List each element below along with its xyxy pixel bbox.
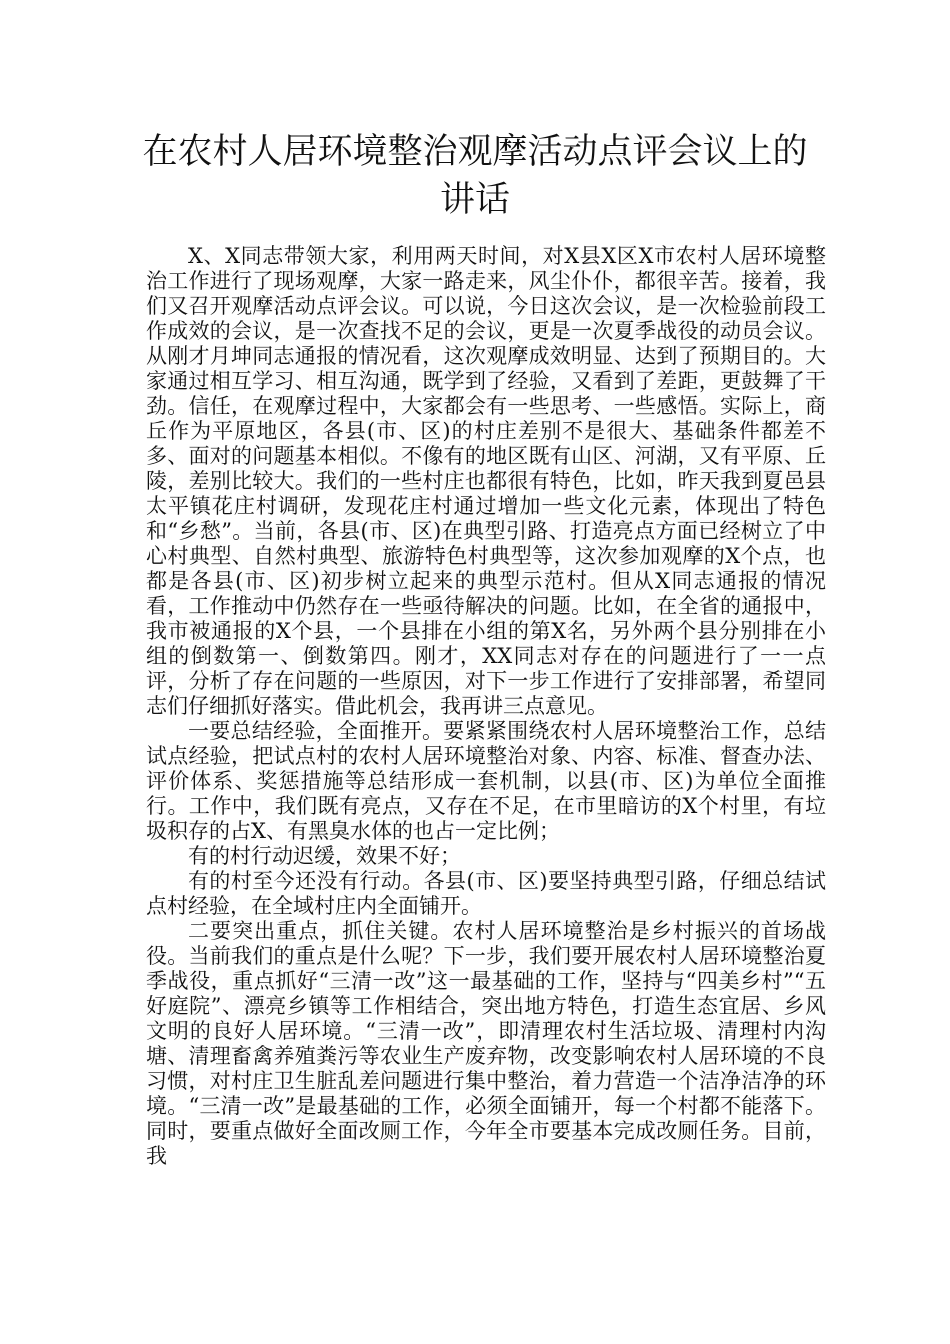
document-body xyxy=(146,244,826,1169)
paragraph-point-two: 二要突出重点，抓住关键。农村人居环境整治是乡村振兴的首场战役。当前我们的重点是什么呢？下一步，我们要开展农村人居环境整治夏季战役，重点抓好“三清一改”这一最基础的工作，坚持与“四美乡村”“五好庭院”、漂亮乡镇等工作相结合，突出地方特色，打造生态宜居、乡风文明的良好人居环境。“三清一改”，即清理农村生活垃圾、清理村内沟塘、清理畜禽养殖粪污等农业生产废弃物，改变影响农村人居环境的不良习惯，对村庄卫生脏乱差问题进行集中整治，着力营造一个洁净洁净的环境。“三清一改”是最基础的工作，必须全面铺开，每一个村都不能落下。同时，要重点做好全面改厕工作，今年全市要基本完成改厕任务。目前，我 xyxy=(146,919,826,1168)
paragraph-intro: X、X同志带领大家，利用两天时间，对X县X区X市农村人居环境整治工作进行了现场观摩，大家一路走来，风尘仆仆，都很辛苦。接着，我们又召开观摩活动点评会议。可以说，今日这次会议，是一次检验前段工作成效的会议，是一次查找不足的会议，更是一次夏季战役的动员会议。从刚才月坤同志通报的情况看，这次观摩成效明显、达到了预期目的。大家通过相互学习、相互沟通，既学到了经验，又看到了差距，更鼓舞了干劲。信任，在观摩过程中，大家都会有一些思考、一些感悟。实际上，商丘作为平原地区，各县(市、区)的村庄差别不是很大、基础条件都差不多、面对的问题基本相似。不像有的地区既有山区、河湖，又有平原、丘陵，差别比较大。我们的一些村庄也都很有特色，比如，昨天我到夏邑县太平镇花庄村调研，发现花庄村通过增加一些文化元素，体现出了特色和“乡愁”。当前，各县(市、区)在典型引路、打造亮点方面已经树立了中心村典型、自然村典型、旅游特色村典型等，这次参加观摩的X个点，也都是各县(市、区)初步树立起来的典型示范村。但从X同志通报的情况看，工作推动中仍然存在一些亟待解决的问题。比如，在全省的通报中，我市被通报的X个县，一个县排在小组的第X名，另外两个县分别排在小组的倒数第一、倒数第四。刚才，XX同志对存在的问题进行了一一点评，分析了存在问题的一些原因，对下一步工作进行了安排部署，希望同志们仔细抓好落实。借此机会，我再讲三点意见。 xyxy=(146,244,826,718)
document-title: 在农村人居环境整治观摩活动点评会议上的讲话 xyxy=(142,132,808,220)
paragraph-no-action-villages: 有的村至今还没有行动。各县(市、区)要坚持典型引路，仔细总结试点村经验，在全域村庄内全面铺开。 xyxy=(146,869,826,918)
paragraph-slow-villages: 有的村行动迟缓，效果不好； xyxy=(188,844,461,868)
paragraph-point-one: 一要总结经验，全面推开。要紧紧围绕农村人居环境整治工作，总结试点经验，把试点村的农村人居环境整治对象、内容、标准、督查办法、评价体系、奖惩措施等总结形成一套机制，以县(市、区)为单位全面推行。工作中，我们既有亮点，又存在不足，在市里暗访的X个村里，有垃圾积存的占X、有黑臭水体的也占一定比例； xyxy=(146,719,826,843)
